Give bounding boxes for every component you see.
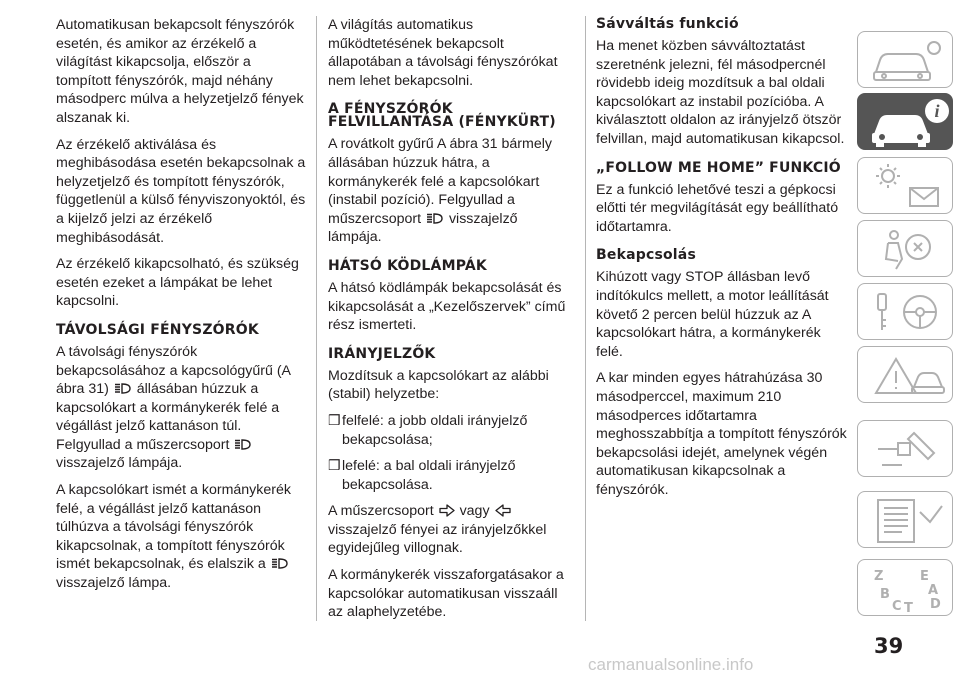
text-column-3	[596, 16, 850, 507]
page-number: 39	[874, 634, 904, 658]
index-letter: E	[920, 569, 929, 584]
car-dashboard-icon	[858, 32, 954, 89]
text: A távolsági fényszórók bekapcsolásához a kapcsológyűrű (A ábra 31)	[56, 343, 291, 398]
paragraph	[56, 343, 308, 473]
index-letter: Z	[874, 569, 884, 584]
paragraph: A világítás automatikus működtetésének bekapcsolt állapotában a távolsági fényszórókat nem lehet bekapcsolni.	[328, 17, 558, 89]
text-column-2	[328, 16, 575, 630]
paragraph: Ez a funkció lehetővé teszi a gépkocsi előtti tér megvilágítását egy beállítható időtartamra.	[596, 181, 839, 235]
text-column-1	[56, 16, 308, 601]
paragraph: Ha menet közben sávváltoztatást szeretnénk jelezni, fél másodpercnél rövidebb ideig mozdítsuk a bal oldali kapcsolókart az instabil pozícióba. A kiválasztott oldalon az irányjelző ötször felvillan, majd automatikusan kikapcsol.	[596, 38, 845, 147]
paragraph	[56, 481, 308, 593]
paragraph: Mozdítsuk a kapcsolókart az alábbi (stabil) helyzetbe:	[328, 367, 549, 403]
index-letter: B	[880, 587, 890, 602]
section-heading-high-beam: TÁVOLSÁGI FÉNYSZÓRÓK	[56, 321, 259, 338]
section-heading-lane-change: Sávváltás funkció	[596, 16, 739, 32]
sidebar-tab-car-info[interactable]	[857, 93, 953, 150]
key-steering-icon	[858, 284, 954, 341]
paragraph: Automatikusan bekapcsolt fényszórók esetén, és amikor az érzékelő a világítást kikapcsolja, először a tompított fényszórók, majd néhány másodperc múlva a helyzetjelző fények alszanak ki.	[56, 17, 304, 126]
sidebar-tab-technical-data[interactable]	[857, 491, 953, 548]
text: visszajelző lámpája.	[328, 210, 518, 246]
paragraph: Kihúzott vagy STOP állásban levő indítókulcs mellett, a motor leállítását követő 2 percen belül húzzuk az A kapcsolókart hátra, a kormánykerék felé.	[596, 269, 829, 360]
sidebar-tab-safety[interactable]	[857, 220, 953, 277]
paragraph: A kar minden egyes hátrahúzása 30 másodperccel, maximum 210 másodperces időtartamra meghosszabbítja a tompított fényszórók bekapcsolási idejét, amelynek végén automatikusan kikapcsolnak a fényszórók.	[596, 370, 847, 498]
sidebar-tab-starting[interactable]	[857, 283, 953, 340]
text: A műszercsoport	[328, 503, 434, 520]
bullet-box-icon: ❒	[328, 458, 341, 475]
paragraph: A kormánykerék visszaforgatásakor a kapcsolókar automatikusan visszaáll az alaphelyzetébe.	[328, 567, 564, 621]
section-heading-flash: A FÉNYSZÓRÓK FELVILLANTÁSA (FÉNYKÜRT)	[328, 101, 556, 131]
text: A rovátkolt gyűrű A ábra 31 bármely állásában húzzuk hátra, a kormánykerék felé a kapcsolókart (instabil pozíció). Felgyullad a műszercsoport	[328, 136, 552, 227]
high-beam-icon	[426, 212, 444, 225]
column-divider	[585, 16, 586, 621]
paragraph: A hátsó ködlámpák bekapcsolását és kikapcsolását a „Kezelőszervek” című rész ismerteti.	[328, 279, 566, 334]
section-heading-rear-fog: HÁTSÓ KÖDLÁMPÁK	[328, 257, 487, 274]
high-beam-icon	[114, 382, 132, 395]
index-letter: C	[892, 599, 902, 614]
text: visszajelző lámpája.	[56, 455, 183, 472]
svg-text:i: i	[934, 101, 940, 121]
index-letter: T	[904, 601, 913, 616]
sidebar-tab-lights[interactable]	[857, 157, 953, 214]
sidebar-tab-index[interactable]	[857, 559, 953, 616]
section-heading-indicators: IRÁNYJELZŐK	[328, 345, 436, 362]
index-icon	[858, 560, 954, 617]
text: visszajelző fényei az irányjelzőkkel egyidejűleg villognak.	[328, 521, 547, 557]
text: vagy	[459, 503, 490, 520]
sidebar-tab-maintenance[interactable]	[857, 420, 953, 477]
paragraph	[328, 135, 575, 247]
list-icon	[858, 492, 954, 549]
tools-icon	[858, 421, 954, 478]
warning-car-icon	[858, 347, 954, 404]
paragraph: Az érzékelő kikapcsolható, és szükség esetén ezeket a lámpákat be lehet kapcsolni.	[56, 256, 299, 310]
sidebar-tab-dashboard[interactable]	[857, 31, 953, 88]
text: visszajelző lámpa.	[56, 575, 172, 592]
lights-icon	[858, 158, 954, 215]
high-beam-icon	[234, 438, 252, 451]
sidebar-tab-emergency[interactable]	[857, 346, 953, 403]
paragraph	[328, 502, 575, 558]
index-letter: A	[928, 583, 939, 598]
watermark: carmanualsonline.info	[588, 655, 754, 674]
text: A kapcsolókart ismét a kormánykerék felé, a végállást jelző kattanáson túlhúzva a távolsági fényszórók kikapcsolnak, a tompított fényszórók ismét bekapcsolnak, és elalszik a	[56, 482, 291, 573]
section-heading-follow-me-home: „FOLLOW ME HOME” FUNKCIÓ	[596, 159, 841, 176]
high-beam-icon	[271, 557, 289, 570]
airbag-icon	[858, 221, 954, 278]
index-letter: D	[930, 597, 941, 612]
car-info-icon	[858, 94, 954, 151]
paragraph: Az érzékelő aktiválása és meghibásodása esetén bekapcsolnak a helyzetjelző és tompított fényszórók, függetlenül a külső fényviszonyoktól, és a kijelző jelzi az érzékelő meghibásodását.	[56, 136, 306, 246]
right-arrow-icon	[439, 504, 455, 517]
text: felfelé: a jobb oldali irányjelző bekapcsolása;	[342, 412, 528, 448]
list-item	[328, 412, 575, 449]
list-item	[328, 457, 575, 494]
bullet-box-icon: ❒	[328, 412, 341, 429]
text: lefelé: a bal oldali irányjelző bekapcsolása.	[342, 458, 516, 493]
text: állásában húzzuk a kapcsolókart a kormánykerék felé a végállást jelző kattanáson túl. Felgyullad a műszercsoport	[56, 381, 280, 453]
column-divider	[316, 16, 317, 621]
section-heading-activation: Bekapcsolás	[596, 247, 696, 264]
left-arrow-icon	[495, 504, 511, 517]
